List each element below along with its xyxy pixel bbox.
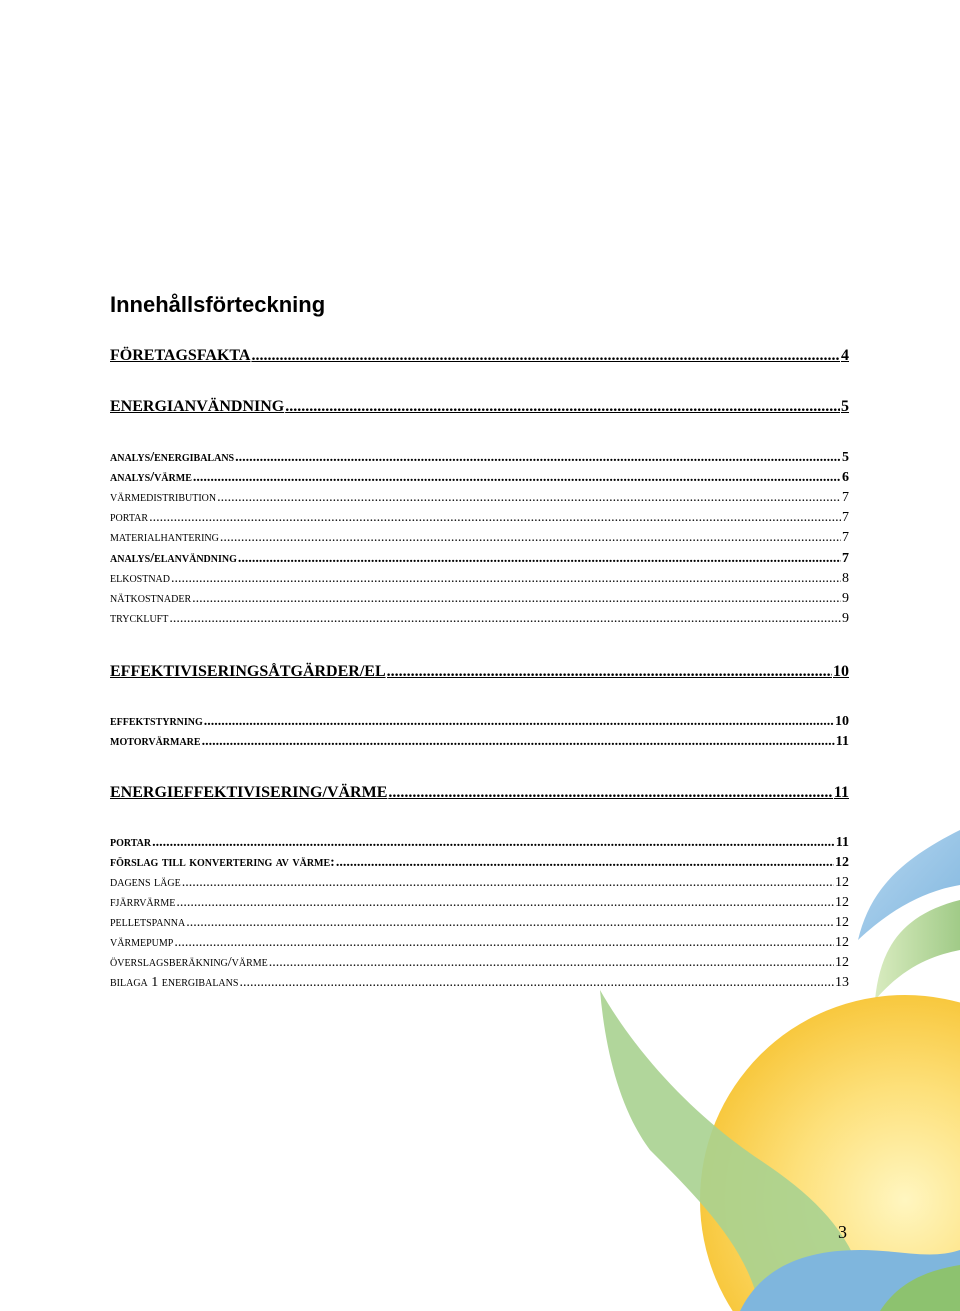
- toc-entry-label: förslag till konvertering av värme:: [110, 855, 335, 870]
- toc-entry-label: analys/elanvändning: [110, 551, 237, 566]
- toc-dot-leader: [387, 664, 832, 680]
- toc-entry[interactable]: [110, 895, 849, 911]
- toc-entry[interactable]: [110, 835, 849, 851]
- toc-entry-label: effektstyrning: [110, 714, 203, 729]
- toc-dot-leader: [285, 399, 840, 415]
- toc-entry[interactable]: [110, 664, 849, 680]
- toc-entry-label: överslagsberäkning/värme: [110, 955, 268, 970]
- toc-entry[interactable]: [110, 915, 849, 931]
- toc-dot-leader: [169, 611, 841, 627]
- toc-dot-leader: [336, 855, 834, 871]
- toc-dot-leader: [186, 915, 834, 931]
- toc-entry-label: nätkostnader: [110, 591, 192, 606]
- toc-entry-label: analys/värme: [110, 470, 192, 485]
- toc-entry-label: bilaga 1 energibalans: [110, 975, 239, 990]
- toc-dot-leader: [388, 785, 833, 801]
- toc-entry-label: pelletspanna: [110, 915, 186, 930]
- toc-dot-leader: [220, 530, 841, 546]
- toc-page-number: 9: [842, 591, 849, 606]
- toc-entry-label: elkostnad: [110, 571, 170, 586]
- toc-entry[interactable]: [110, 935, 849, 951]
- toc-entry[interactable]: [110, 490, 849, 506]
- toc-page-number: 13: [835, 975, 849, 990]
- toc-page-number: 7: [842, 510, 849, 525]
- toc-page-number: 10: [835, 714, 849, 729]
- toc-entry-label: dagens läge: [110, 875, 181, 890]
- toc-entry[interactable]: [110, 399, 849, 415]
- toc-page-number: 5: [842, 450, 849, 465]
- toc-page-number: 7: [842, 490, 849, 505]
- toc-dot-leader: [171, 571, 841, 587]
- toc-entry[interactable]: [110, 785, 849, 801]
- toc-dot-leader: [152, 835, 835, 851]
- toc-dot-leader: [235, 450, 841, 466]
- toc-dot-leader: [238, 551, 841, 567]
- toc-dot-leader: [192, 591, 841, 607]
- page-number: 3: [838, 1222, 847, 1242]
- toc-page-number: 10: [833, 663, 849, 680]
- toc-entry[interactable]: [110, 975, 849, 991]
- toc-dot-leader: [174, 935, 834, 951]
- toc-page-number: 12: [835, 875, 849, 890]
- toc-dot-leader: [204, 714, 834, 730]
- toc-entry-label: materialhantering: [110, 530, 219, 545]
- toc-page-number: 12: [835, 955, 849, 970]
- toc-entry-label: portar: [110, 510, 149, 525]
- toc-page-number: 5: [841, 398, 849, 415]
- toc-dot-leader: [217, 490, 841, 506]
- toc-page-number: 12: [835, 915, 849, 930]
- toc-page-number: 7: [842, 551, 849, 566]
- toc-entry-label: värmepump: [110, 935, 174, 950]
- toc-entry[interactable]: [110, 470, 849, 486]
- toc-entry-label: analys/energibalans: [110, 450, 235, 465]
- toc-dot-leader: [251, 348, 840, 364]
- toc-entry-label: fjärrvärme: [110, 895, 176, 910]
- toc-entry[interactable]: [110, 530, 849, 546]
- toc-dot-leader: [182, 875, 834, 891]
- toc-page-number: 6: [842, 470, 849, 485]
- toc-entry[interactable]: [110, 348, 849, 364]
- toc-page-number: 11: [835, 734, 849, 749]
- toc-heading: Innehållsförteckning: [110, 292, 326, 317]
- toc-page-number: 7: [842, 530, 849, 545]
- toc-entry-label: portar: [110, 835, 152, 850]
- toc-dot-leader: [149, 510, 841, 526]
- toc-entry[interactable]: [110, 551, 849, 567]
- toc-entry[interactable]: [110, 734, 849, 750]
- toc-page-number: 9: [842, 611, 849, 626]
- toc-page-number: 11: [835, 835, 849, 850]
- toc-page-number: 12: [835, 935, 849, 950]
- toc-page-number: 11: [833, 784, 849, 801]
- toc-page-number: 12: [835, 855, 849, 870]
- toc-entry[interactable]: [110, 450, 849, 466]
- toc-dot-leader: [239, 975, 834, 991]
- toc-dot-leader: [176, 895, 834, 911]
- toc-dot-leader: [269, 955, 834, 971]
- toc-dot-leader: [193, 470, 841, 486]
- toc-entry[interactable]: [110, 714, 849, 730]
- toc-entry-label: värmedistribution: [110, 490, 217, 505]
- toc-entry-label: ENERGIANVÄNDNING: [110, 398, 285, 415]
- toc-entry-label: motorvärmare: [110, 734, 201, 749]
- toc-page-number: 12: [835, 895, 849, 910]
- toc-dot-leader: [202, 734, 835, 750]
- toc-page-number: 8: [842, 571, 849, 586]
- toc-entry[interactable]: [110, 510, 849, 526]
- toc-page-number: 4: [841, 347, 849, 364]
- toc-entry-label: FÖRETAGSFAKTA: [110, 347, 251, 364]
- toc-entry[interactable]: [110, 955, 849, 971]
- toc-entry-label: tryckluft: [110, 611, 169, 626]
- toc-entry[interactable]: [110, 611, 849, 627]
- toc-entry-label: EFFEKTIVISERINGSÅTGÄRDER/EL: [110, 663, 386, 680]
- toc-entry-label: ENERGIEFFEKTIVISERING/VÄRME: [110, 784, 388, 801]
- toc-entry[interactable]: [110, 855, 849, 871]
- toc-entry[interactable]: [110, 875, 849, 891]
- toc-entry[interactable]: [110, 571, 849, 587]
- toc-entry[interactable]: [110, 591, 849, 607]
